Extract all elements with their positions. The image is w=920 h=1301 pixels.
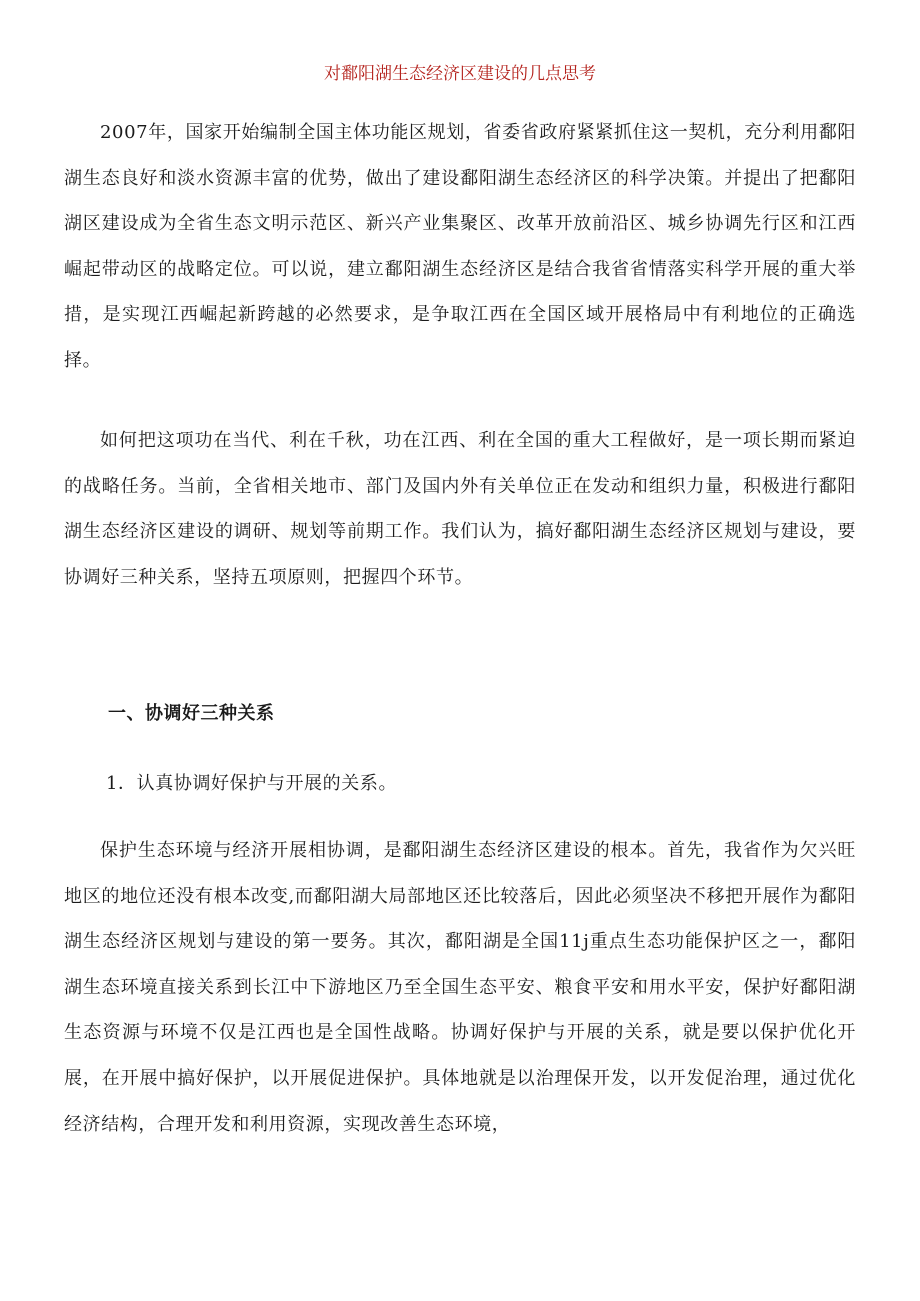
intro-paragraph: 2007年，国家开始编制全国主体功能区规划，省委省政府紧紧抓住这一契机，充分利用鄱阳湖生态良好和淡水资源丰富的优势，做出了建设鄱阳湖生态经济区的科学决策。并提出了把鄱阳湖区建设成为全省生态文明示范区、新兴产业集聚区、改革开放前沿区、城乡协调先行区和江西崛起带动区的战略定位。可以说，建立鄱阳湖生态经济区是结合我省省情落实科学开展的重大举措，是实现江西崛起新跨越的必然要求，是争取江西在全国区域开展格局中有利地位的正确选择。 — [64, 122, 856, 371]
subsection-heading: 1．认真协调好保护与开展的关系。 — [106, 773, 398, 794]
section-heading: 一、协调好三种关系 — [108, 703, 275, 724]
second-paragraph: 如何把这项功在当代、利在千秋，功在江西、利在全国的重大工程做好，是一项长期而紧迫的战略任务。当前，全省相关地市、部门及国内外有关单位正在发动和组织力量，积极进行鄱阳湖生态经济区建设的调研、规划等前期工作。我们认为，搞好鄱阳湖生态经济区规划与建设，要协调好三种关系，坚持五项原则，把握四个环节。 — [64, 430, 856, 588]
section-paragraph: 保护生态环境与经济开展相协调，是鄱阳湖生态经济区建设的根本。首先，我省作为欠兴旺地区的地位还没有根本改变,而鄱阳湖大局部地区还比较落后，因此必须坚决不移把开展作为鄱阳湖生态经济区规划与建设的第一要务。其次，鄱阳湖是全国11j重点生态功能保护区之一，鄱阳湖生态环境直接关系到长江中下游地区乃至全国生态平安、粮食平安和用水平安，保护好鄱阳湖生态资源与环境不仅是江西也是全国性战略。协调好保护与开展的关系，就是要以保护优化开展，在开展中搞好保护，以开展促进保护。具体地就是以治理保开发，以开发促治理，通过优化经济结构，合理开发和利用资源，实现改善生态环境， — [64, 840, 856, 1135]
document-title: 对鄱阳湖生态经济区建设的几点思考 — [324, 64, 596, 84]
